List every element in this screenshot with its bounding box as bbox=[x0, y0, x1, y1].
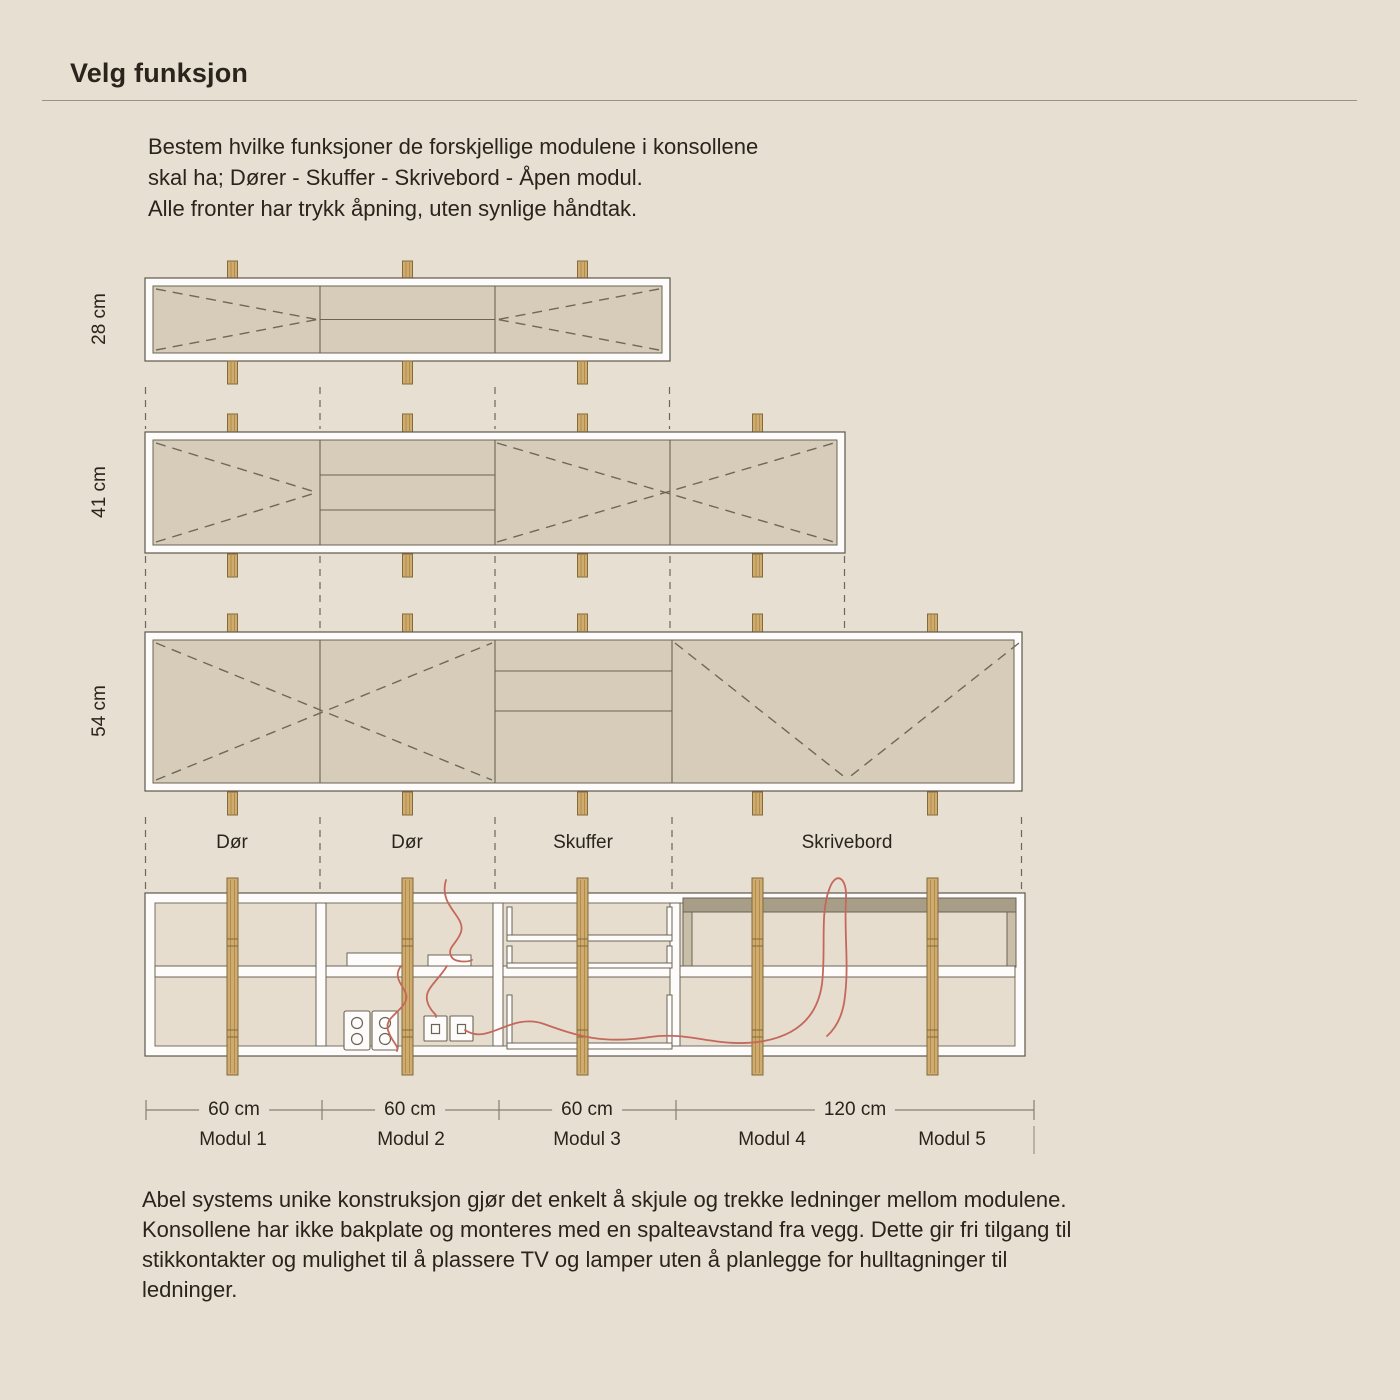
divider bbox=[316, 903, 326, 1046]
function-label-drawers: Skuffer bbox=[553, 832, 613, 853]
function-label-door-2: Dør bbox=[391, 832, 423, 853]
outro-paragraph bbox=[142, 1185, 1071, 1305]
intro-paragraph bbox=[148, 131, 758, 224]
module-label-4: Modul 4 bbox=[738, 1129, 806, 1150]
console-41cm-drawing bbox=[145, 414, 845, 577]
desk-top-board bbox=[683, 898, 1016, 912]
wood-posts-bottom bbox=[228, 792, 938, 815]
width-label-1: 60 cm bbox=[199, 1099, 269, 1121]
module-label-3: Modul 3 bbox=[553, 1129, 621, 1150]
outro-line: stikkontakter og mulighet til å plassere TV og lamper uten å planlegge for hulltagninger til bbox=[142, 1247, 1008, 1272]
function-label-door-1: Dør bbox=[216, 832, 248, 853]
intro-line: Bestem hvilke funksjoner de forskjellige modulene i konsollene bbox=[148, 134, 759, 159]
wood-posts-bottom bbox=[228, 361, 588, 384]
height-label-54cm: 54 cm bbox=[89, 685, 110, 737]
console-54cm-drawing bbox=[145, 614, 1022, 815]
desk-side-board bbox=[683, 912, 692, 967]
title-divider bbox=[42, 100, 1357, 101]
width-label-4: 120 cm bbox=[815, 1099, 895, 1121]
module-label-1: Modul 1 bbox=[199, 1129, 267, 1150]
desk-side-board bbox=[1007, 912, 1016, 967]
wood-posts-top bbox=[228, 261, 588, 279]
outro-line: Konsollene har ikke bakplate og monteres med en spalteavstand fra vegg. Dette gir fri tilgang til bbox=[142, 1217, 1072, 1242]
intro-line: skal ha; Dører - Skuffer - Skrivebord - Åpen modul. bbox=[148, 165, 643, 190]
width-label-3: 60 cm bbox=[552, 1099, 622, 1121]
module-label-2: Modul 2 bbox=[377, 1129, 445, 1150]
height-label-41cm: 41 cm bbox=[89, 466, 110, 518]
console-28cm-drawing bbox=[145, 261, 670, 384]
outro-line: Abel systems unike konstruksjon gjør det enkelt å skjule og trekke ledninger mellom modulene. bbox=[142, 1187, 1067, 1212]
wood-posts-top bbox=[228, 614, 938, 632]
height-label-28cm: 28 cm bbox=[89, 293, 110, 345]
width-label-2: 60 cm bbox=[375, 1099, 445, 1121]
open-frame-drawing bbox=[145, 878, 1025, 1075]
page-title: Velg funksjon bbox=[70, 58, 249, 88]
function-label-desk: Skrivebord bbox=[801, 832, 893, 853]
module-label-5: Modul 5 bbox=[918, 1129, 986, 1150]
intro-line: Alle fronter har trykk åpning, uten synlige håndtak. bbox=[148, 196, 638, 221]
divider bbox=[493, 903, 503, 1046]
dashed-guides-2 bbox=[146, 556, 845, 629]
outro-line: ledninger. bbox=[142, 1277, 238, 1302]
